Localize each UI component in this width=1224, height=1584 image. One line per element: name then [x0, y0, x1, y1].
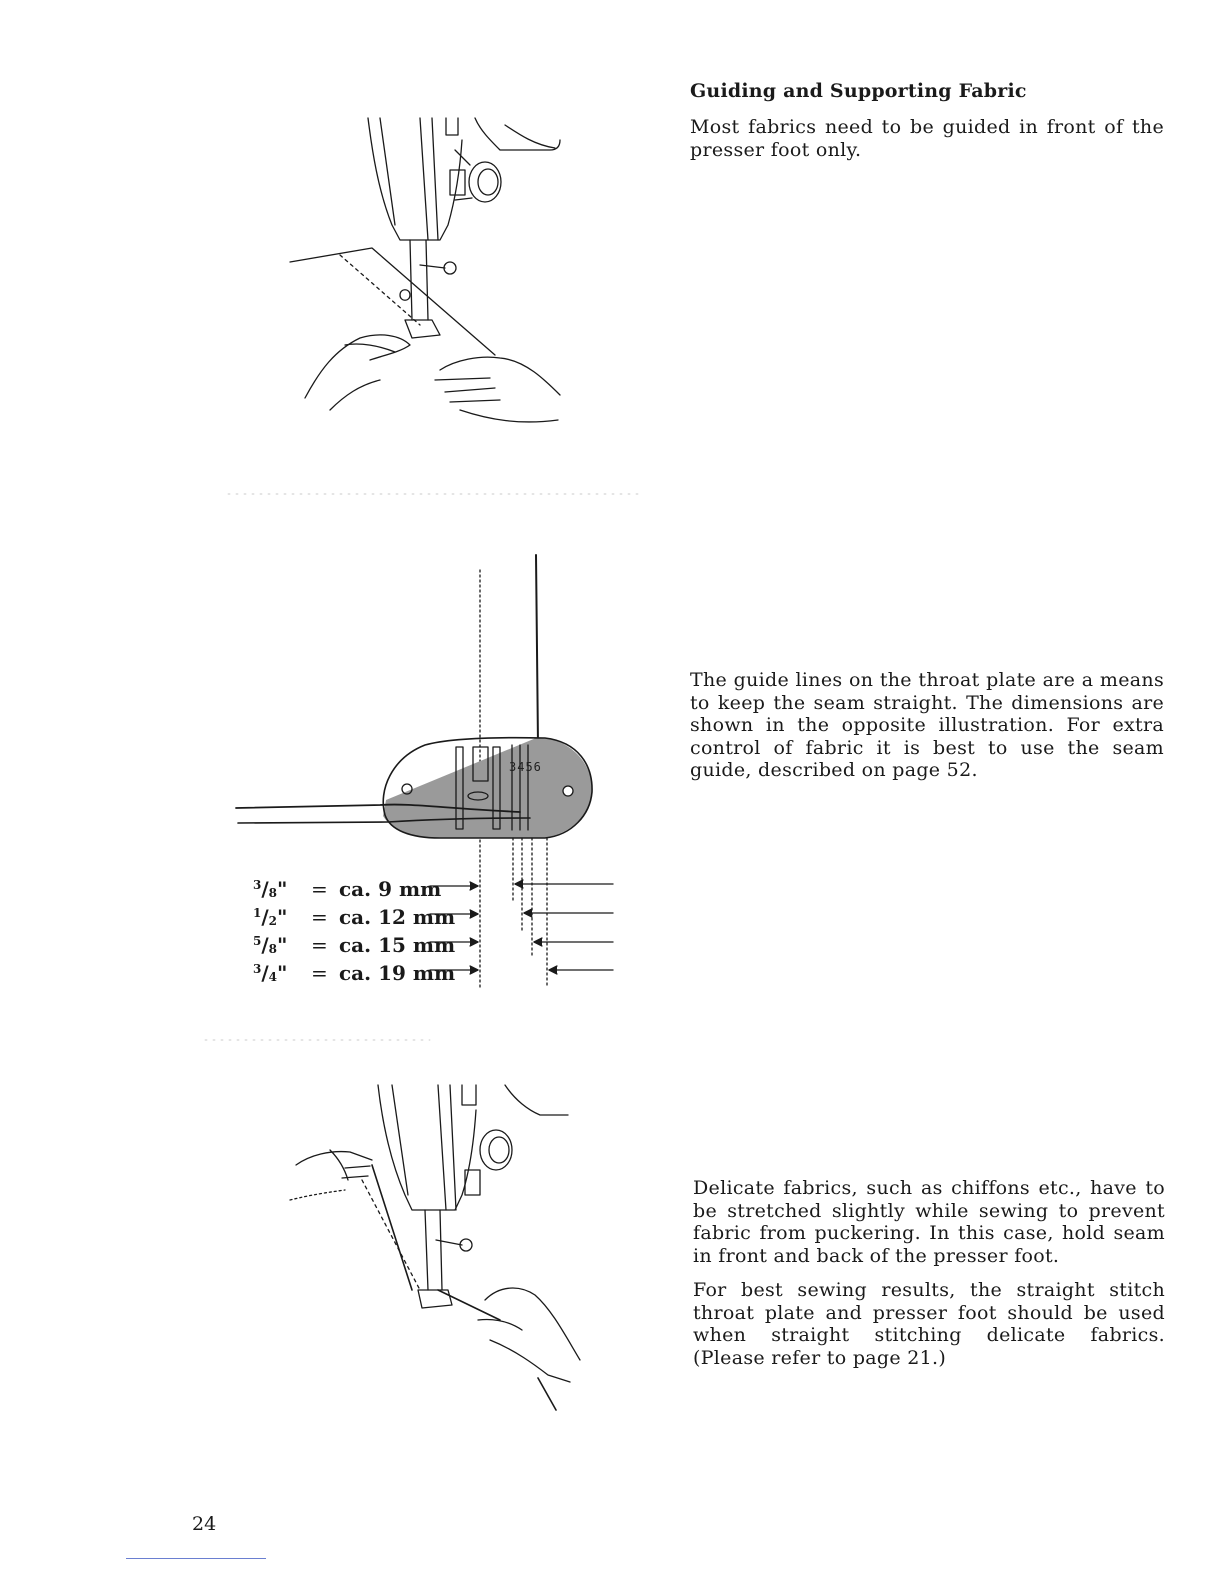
page-number: 24	[192, 1513, 217, 1535]
paragraph-guiding: Most fabrics need to be guided in front of the presser foot only.	[690, 116, 1164, 161]
dimension-row: $^1/_2$" = ca. 12 mm	[253, 901, 447, 933]
paragraph-delicate-fabrics: Delicate fabrics, such as chiffons etc., have to be stretched slightly while sewing to prevent fabric from puckering. In this case, hold seam in front and back of the presser foot.	[693, 1177, 1165, 1267]
dimension-row: $^3/_8$" = ca. 9 mm	[253, 873, 447, 905]
dimension-row: $^5/_8$" = ca. 15 mm	[253, 929, 447, 961]
fraction: $^1/_2$"	[253, 905, 288, 929]
guide-numbers: 3456	[509, 760, 542, 774]
paragraph-best-results: For best sewing results, the straight stitch throat plate and presser foot should be used when straight stitching delicate fabrics. (Please refer to page 21.)	[693, 1279, 1165, 1369]
fraction: $^3/_4$"	[253, 961, 288, 985]
footer-rule	[126, 1558, 266, 1559]
dimension-row: $^3/_4$" = ca. 19 mm	[253, 957, 447, 989]
figure-guiding-fabric	[290, 118, 560, 422]
fraction: $^3/_8$"	[253, 877, 288, 901]
paragraph-guide-lines: The guide lines on the throat plate are a means to keep the seam straight. The dimensions are shown in the opposite illustration. For extra control of fabric it is best to use the seam guide, described on page 52.	[690, 669, 1164, 781]
figure-delicate-fabric	[290, 1085, 580, 1410]
section-heading: Guiding and Supporting Fabric	[690, 80, 1027, 102]
fraction: $^5/_8$"	[253, 933, 288, 957]
